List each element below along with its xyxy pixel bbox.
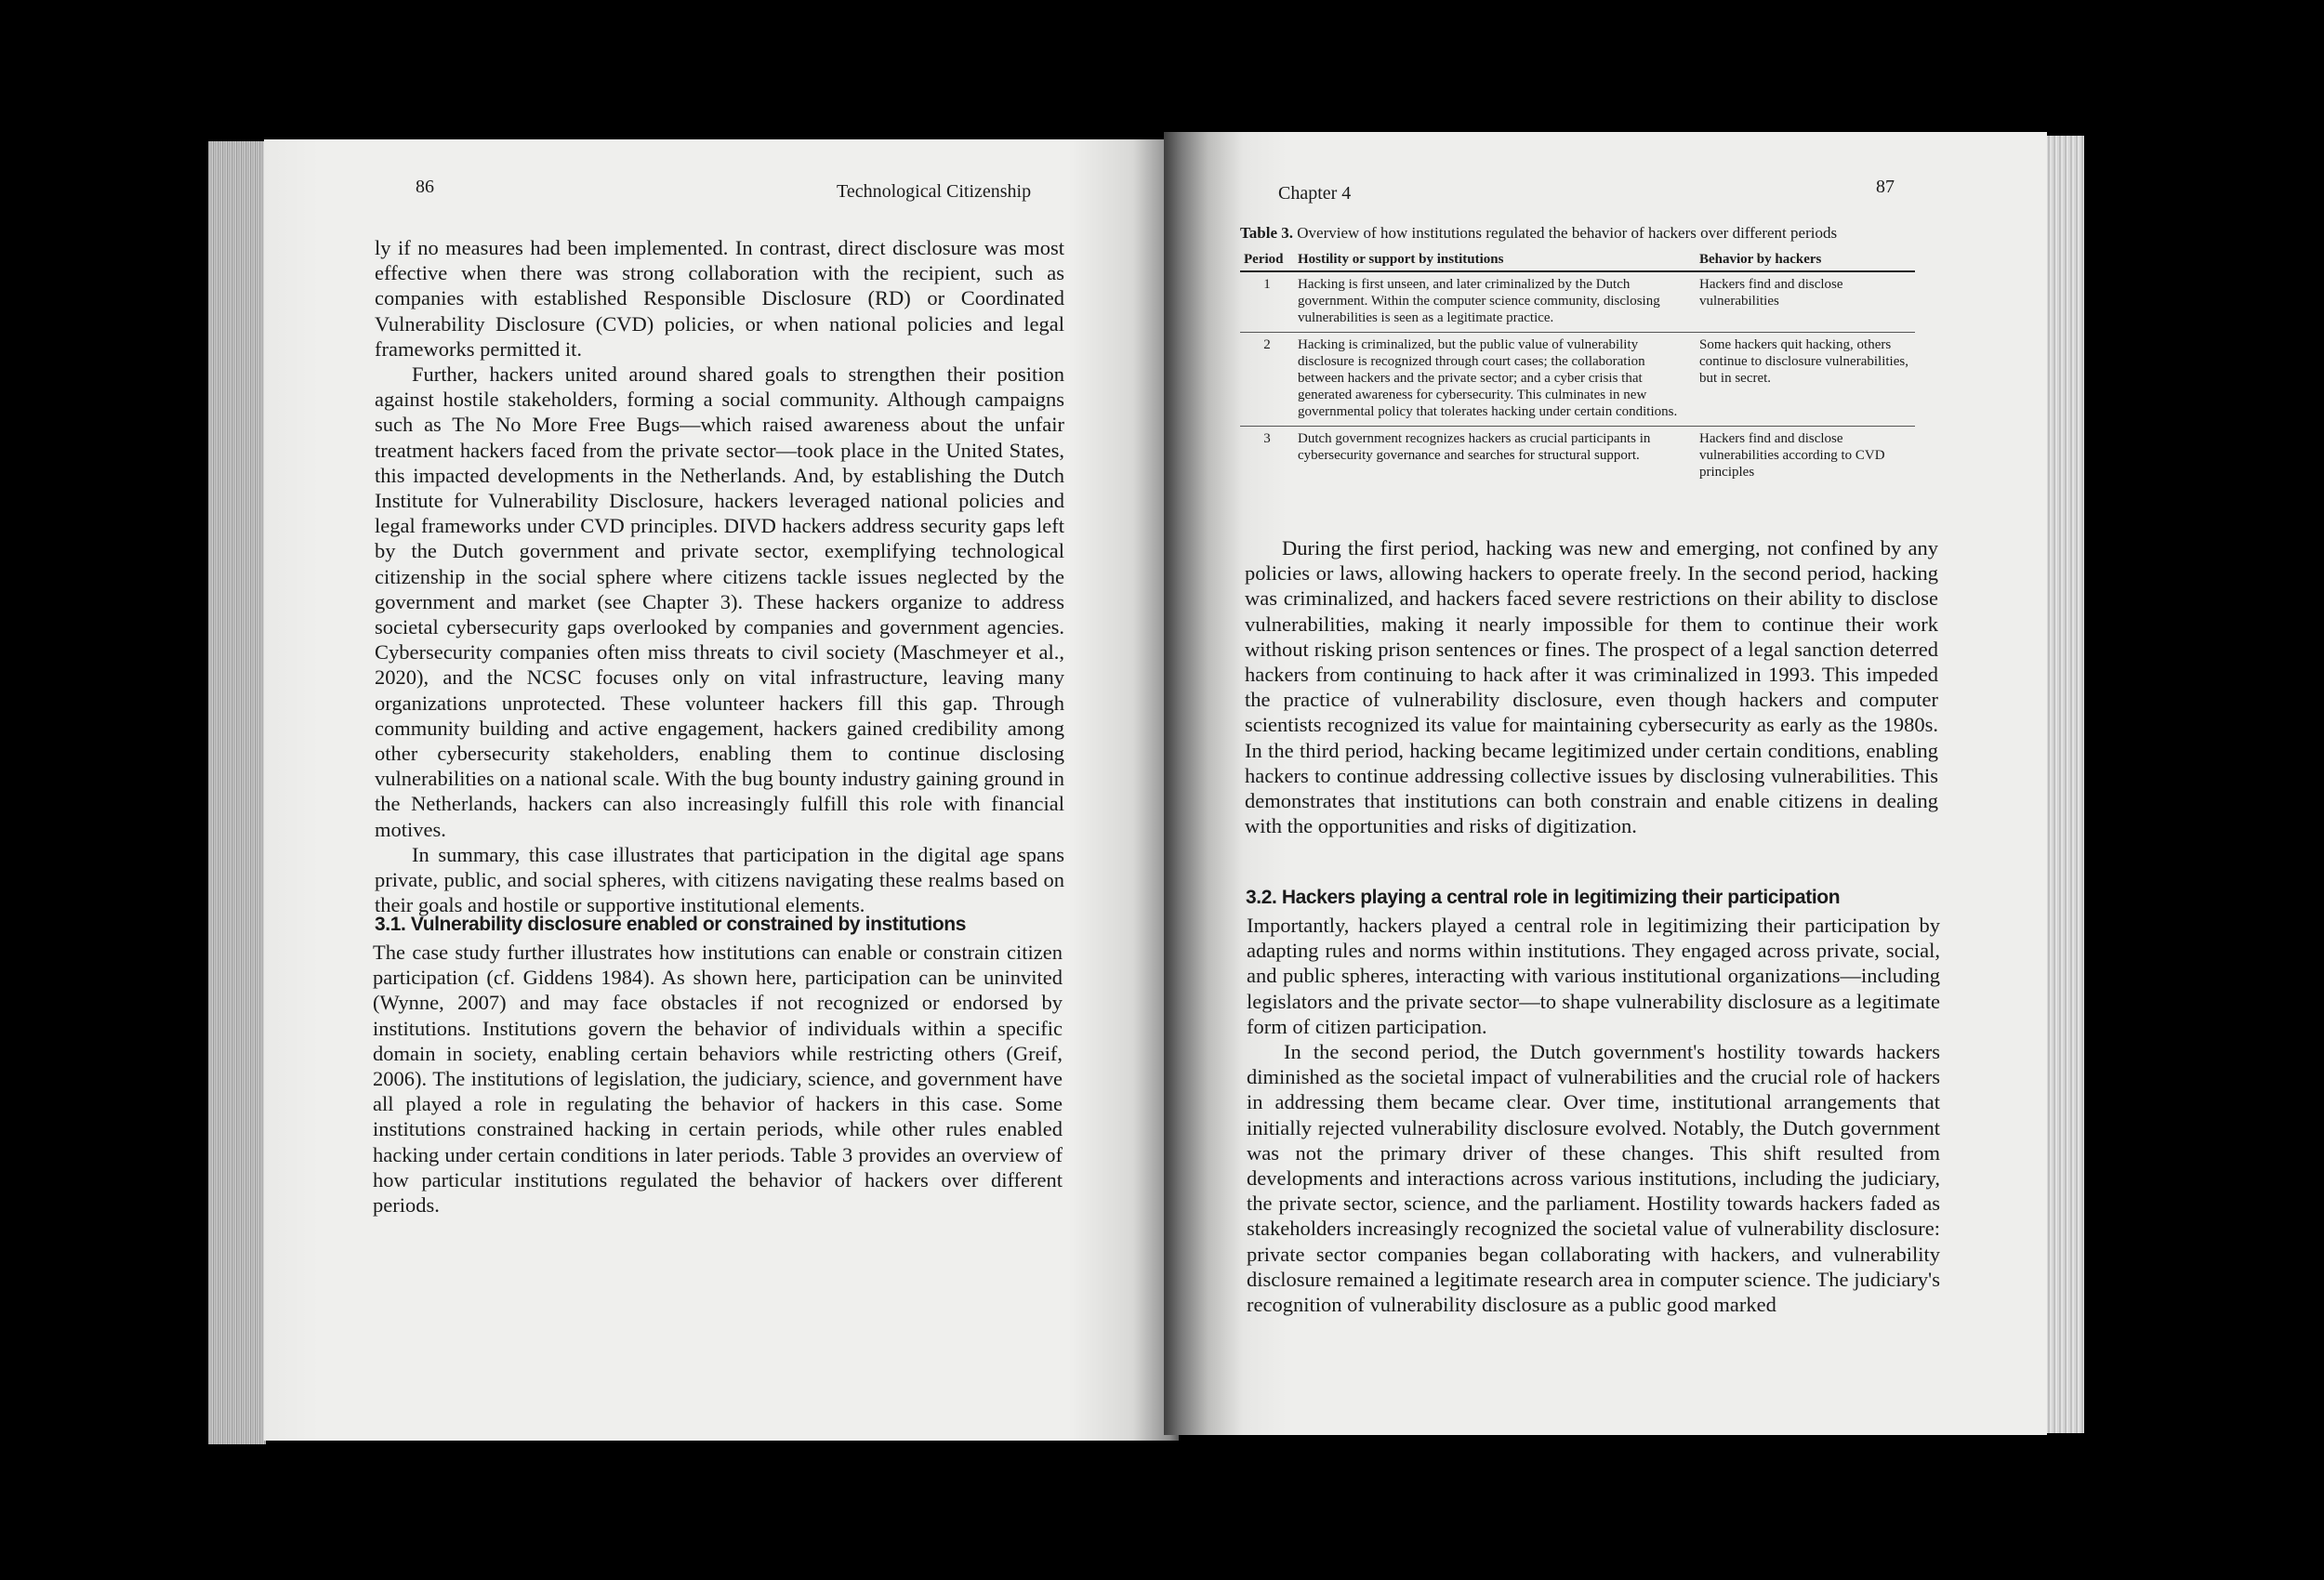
left-section-paragraph: The case study further illustrates how institutions can enable or constrain citizen participation (cf. Giddens 1984). As shown here, participation can be uninvited (Wynne, 2007) and may face obstacles if not recognized or endorsed by institutions. Institutions govern the behavior of individuals within a specific domain in society, enabling certain behaviors while restricting others (Greif, 2006). The institutions of legislation, the judiciary, science, and government have all played a role in regulating the behavior of hackers in this case. Some institutions constrained hacking in certain periods, while other rules enabled hacking under certain conditions in later periods. Table 3 provides an overview of how particular institutions regulated the behavior of hackers over different periods.	[373, 941, 1063, 1218]
cell-period: 1	[1240, 271, 1294, 333]
section-heading-3-1: 3.1. Vulnerability disclosure enabled or constrained by institutions	[375, 914, 967, 935]
overview-table	[1240, 250, 1915, 486]
cell-hostility: Dutch government recognizes hackers as crucial participants in cybersecurity governance and searches for structural support.	[1298, 431, 1651, 463]
right-running-title: Chapter 4	[1278, 183, 1352, 204]
left-section-body	[373, 940, 1063, 1218]
cell-hostility: Hacking is first unseen, and later criminalized by the Dutch government. Within the computer science community, disclosing vulnerabilities is seen as a legitimate practice.	[1294, 271, 1696, 333]
left-running-title: Technological Citizenship	[837, 181, 1032, 202]
right-page-number: 87	[1876, 177, 1895, 197]
right-section-paragraph: In the second period, the Dutch government's hostility towards hackers diminished as the societal impact of vulnerabilities and the crucial role of hackers in addressing them became clear. Over time, institutional arrangements that initially rejected vulnerability disclosure evolved. Notably, the Dutch government was not the primary driver of these changes. This shift resulted from developments and interactions across various institutions, including the judiciary, the private sector, science, and the parliament. Hostility towards hackers faded as stakeholders increasingly recognized the societal value of vulnerability disclosure: private sector companies began collaborating with hackers, and vulnerability disclosure remained a legitimate research area in computer science. The judiciary's recognition of vulnerability disclosure as a public good marked	[1247, 1040, 1940, 1317]
table-caption-text: Overview of how institutions regulated the behavior of hackers over different periods	[1293, 224, 1838, 242]
right-body	[1245, 535, 1938, 838]
table-row	[1240, 333, 1915, 427]
right-section-paragraph: Importantly, hackers played a central role in legitimizing their participation by adapting rules and norms within institutions. They engaged across private, social, and public spheres, interacting with various institutional organizations—including legislators and the private sector—to shape vulnerability disclosure as a legitimate form of citizen participation.	[1247, 914, 1940, 1038]
cell-hostility: Hacking is criminalized, but the public value of vulnerability disclosure is recognized through court cases; the collaboration between hackers and the private sector; and a cyber crisis that generated awareness for cybersecurity. This culminates in new governmental policy that tolerates hacking under certain conditions.	[1294, 333, 1696, 427]
header-behavior: Behavior by hackers	[1696, 250, 1915, 271]
left-paragraph: In summary, this case illustrates that participation in the digital age spans private, public, and social spheres, with citizens navigating these realms based on their goals and hostile or supportive institutional elements.	[375, 842, 1064, 917]
table-caption	[1240, 224, 1915, 243]
cell-period: 3	[1263, 431, 1271, 446]
table-caption-label: Table 3.	[1240, 224, 1294, 242]
table-header-row	[1240, 250, 1915, 271]
left-page-edges	[208, 141, 266, 1444]
table-3	[1240, 224, 1915, 486]
table-row	[1240, 271, 1915, 333]
section-heading-3-2: 3.2. Hackers playing a central role in legitimizing their participation	[1246, 887, 1841, 908]
right-paragraph: During the first period, hacking was new and emerging, not confined by any policies or laws, allowing hackers to operate freely. In the second period, hacking was criminalized, and hackers faced severe restrictions on their ability to disclose vulnerabilities, making it nearly impossible for them to continue their work without risking prison sentences or fines. The prospect of a legal sanction deterred hackers from continuing to hack after it was criminalized in 1993. This impeded the practice of vulnerability disclosure, even though hackers and computer scientists recognized its value for maintaining cybersecurity as early as the 1980s. In the third period, hacking became legitimized under certain conditions, enabling hackers to continue addressing collective issues by disclosing vulnerabilities. This demonstrates that institutions can both constrain and enable citizens in dealing with the opportunities and risks of digitization.	[1245, 536, 1938, 838]
left-paragraph: Further, hackers united around shared goals to strengthen their position against hostile stakeholders, forming a social community. Although campaigns such as The No More Free Bugs—which raised awareness about the unfair treatment hackers faced from the private sector—took place in the United States, this impacted developments in the Netherlands. And, by establishing the Dutch Institute for Vulnerability Disclosure, hackers leveraged national policies and legal frameworks under CVD principles. DIVD hackers address security gaps left by the Dutch government and private sector, exemplifying technological citizenship in the social sphere where citizens tackle issues neglected by the government and market (see Chapter 3). These hackers organize to address societal cybersecurity gaps overlooked by companies and government agencies. Cybersecurity companies often miss threats to civil society (Maschmeyer et al., 2020), and the NCSC focuses only on vital infrastructure, leaving many organizations unprotected. These volunteer hackers fill this gap. Through community building and active engagement, hackers gained credibility among other cybersecurity stakeholders, enabling them to continue disclosing vulnerabilities on a national scale. With the bug bounty industry gaining ground in the Netherlands, hackers can also increasingly fulfill this role with financial motives.	[375, 362, 1064, 841]
cell-behavior: Hackers find and disclose vulnerabilities	[1696, 271, 1915, 333]
header-hostility: Hostility or support by institutions	[1294, 250, 1696, 271]
right-page-edges	[2041, 136, 2084, 1433]
table-row	[1240, 427, 1915, 487]
cell-behavior: Hackers find and disclose vulnerabilities according to CVD principles	[1699, 431, 1885, 480]
left-page-number: 86	[416, 177, 434, 197]
cell-behavior: Some hackers quit hacking, others continue to disclosure vulnerabilities, but in secret.	[1696, 333, 1915, 427]
left-body	[375, 235, 1064, 917]
left-paragraph: ly if no measures had been implemented. In contrast, direct disclosure was most effective when there was strong collaboration with the recipient, such as companies with established Responsible Disclosure (RD) or Coordinated Vulnerability Disclosure (CVD) policies, or when national policies and legal frameworks permitted it.	[375, 236, 1064, 361]
cell-period: 2	[1240, 333, 1294, 427]
right-section-body	[1247, 913, 1940, 1317]
header-period: Period	[1240, 250, 1294, 271]
